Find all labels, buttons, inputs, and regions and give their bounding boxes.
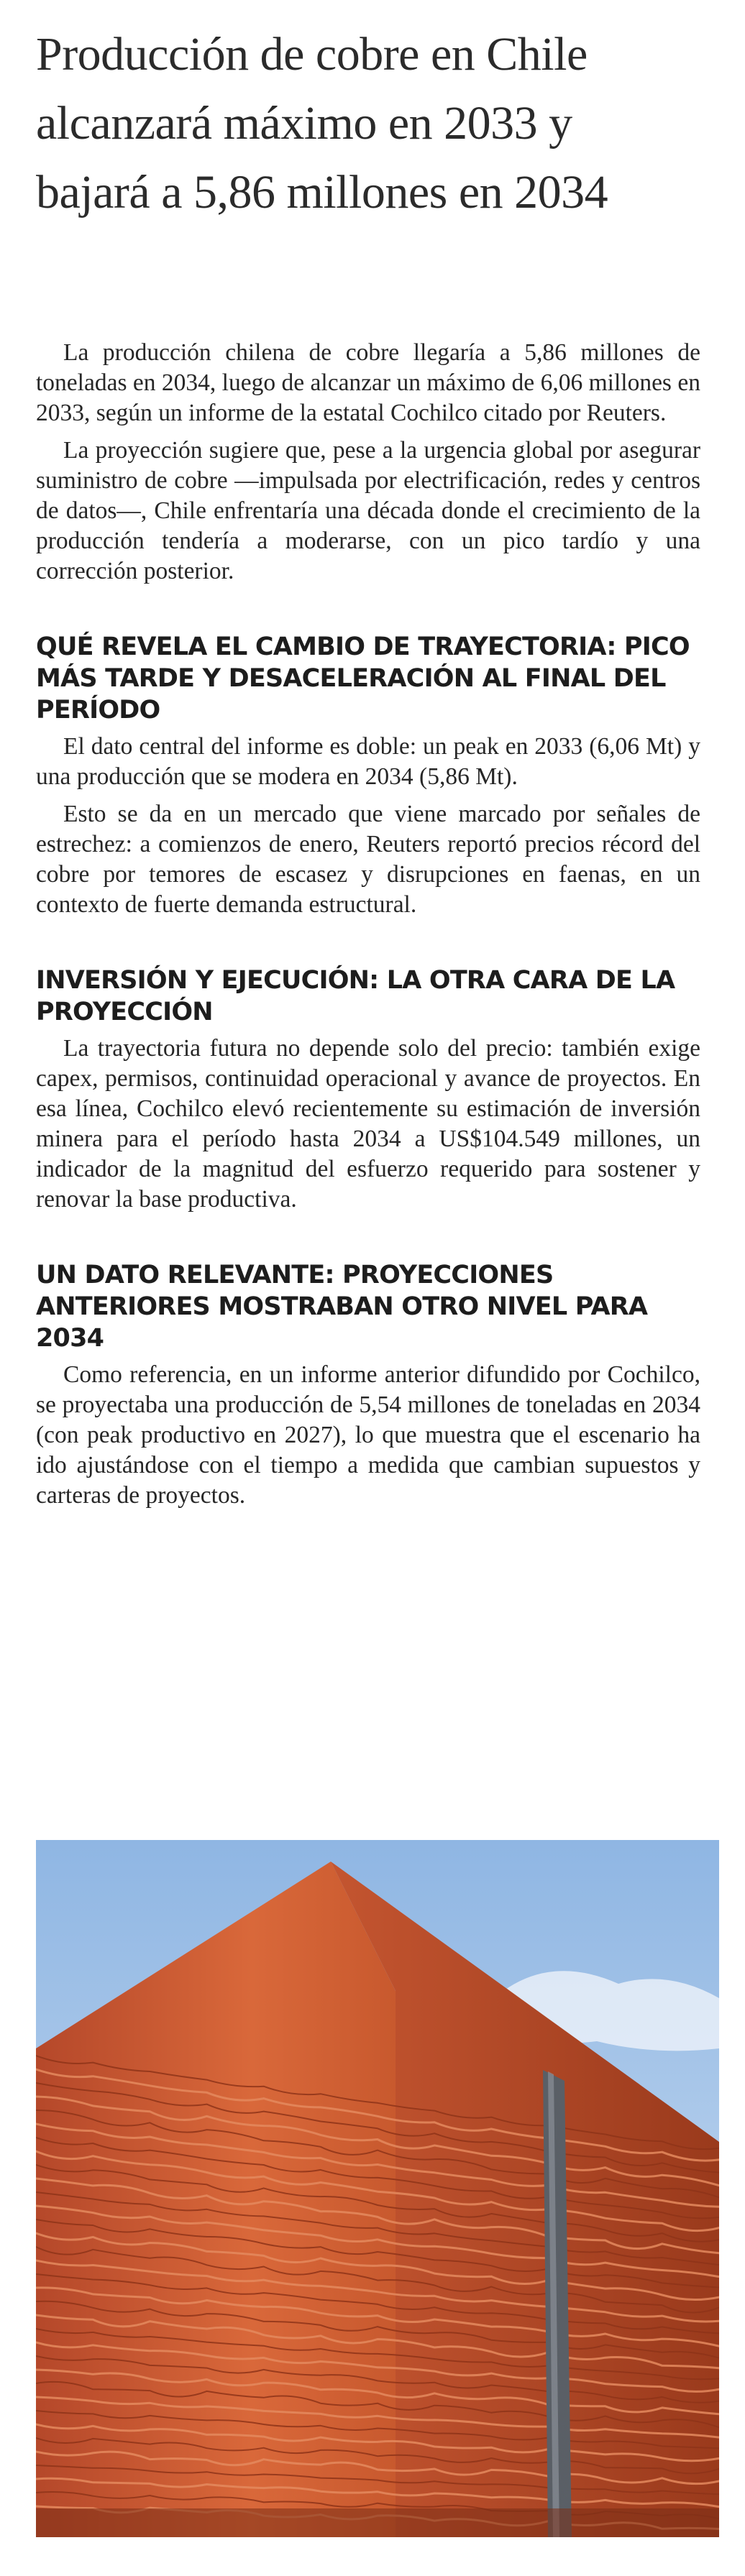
section-3-paragraph-1: Como referencia, en un informe anterior difundido por Cochilco, se proyectaba una producción de 5,54 millones de toneladas en 2034 (con peak productivo en 2027), lo que muestra que el escenario ha ido ajustándose con el tiempo a medida que cambian supuestos y carteras de proyectos.	[36, 1361, 700, 1509]
copper-cathodes-photo	[36, 1840, 719, 2537]
section-heading-2: INVERSIÓN Y EJECUCIÓN: LA OTRA CARA DE LA PROYECCIÓN	[36, 966, 675, 1026]
section-2-paragraph-1: La trayectoria futura no depende solo del precio: también exige capex, permisos, continuidad operacional y avance de proyectos. En esa línea, Cochilco elevó recientemente su estimación de inversión minera para el período hasta 2034 a US$104.549 millones, un indicador de la magnitud del esfuerzo requerido para sostener y renovar la base productiva.	[36, 1035, 700, 1213]
article-body	[36, 338, 700, 1518]
headline: Producción de cobre en Chile alcanzará máximo en 2033 y bajará a 5,86 millones en 2034	[36, 28, 608, 218]
section-1-paragraph-1: El dato central del informe es doble: un peak en 2033 (6,06 Mt) y una producción que se modera en 2034 (5,86 Mt).	[36, 733, 700, 790]
intro-paragraph-2: La proyección sugiere que, pese a la urgencia global por asegurar suministro de cobre —impulsada por electrificación, redes y centros de datos—, Chile enfrentaría una década donde el crecimiento de la producción tendería a moderarse, con un pico tardío y una corrección posterior.	[36, 437, 700, 584]
section-heading-1: QUÉ REVELA EL CAMBIO DE TRAYECTORIA: PICO MÁS TARDE Y DESACELERACIÓN AL FINAL DEL PERÍODO	[36, 632, 690, 724]
photo-ground	[36, 2508, 719, 2537]
section-heading-3: UN DATO RELEVANTE: PROYECCIONES ANTERIORES MOSTRABAN OTRO NIVEL PARA 2034	[36, 1261, 648, 1353]
intro-paragraph-1: La producción chilena de cobre llegaría a 5,86 millones de toneladas en 2034, luego de alcanzar un máximo de 6,06 millones en 2033, según un informe de la estatal Cochilco citado por Reuters.	[36, 339, 700, 426]
section-1-paragraph-2: Esto se da en un mercado que viene marcado por señales de estrechez: a comienzos de enero, Reuters reportó precios récord del cobre por temores de escasez y disrupciones en faenas, en un contexto de fuerte demanda estructural.	[36, 801, 700, 918]
